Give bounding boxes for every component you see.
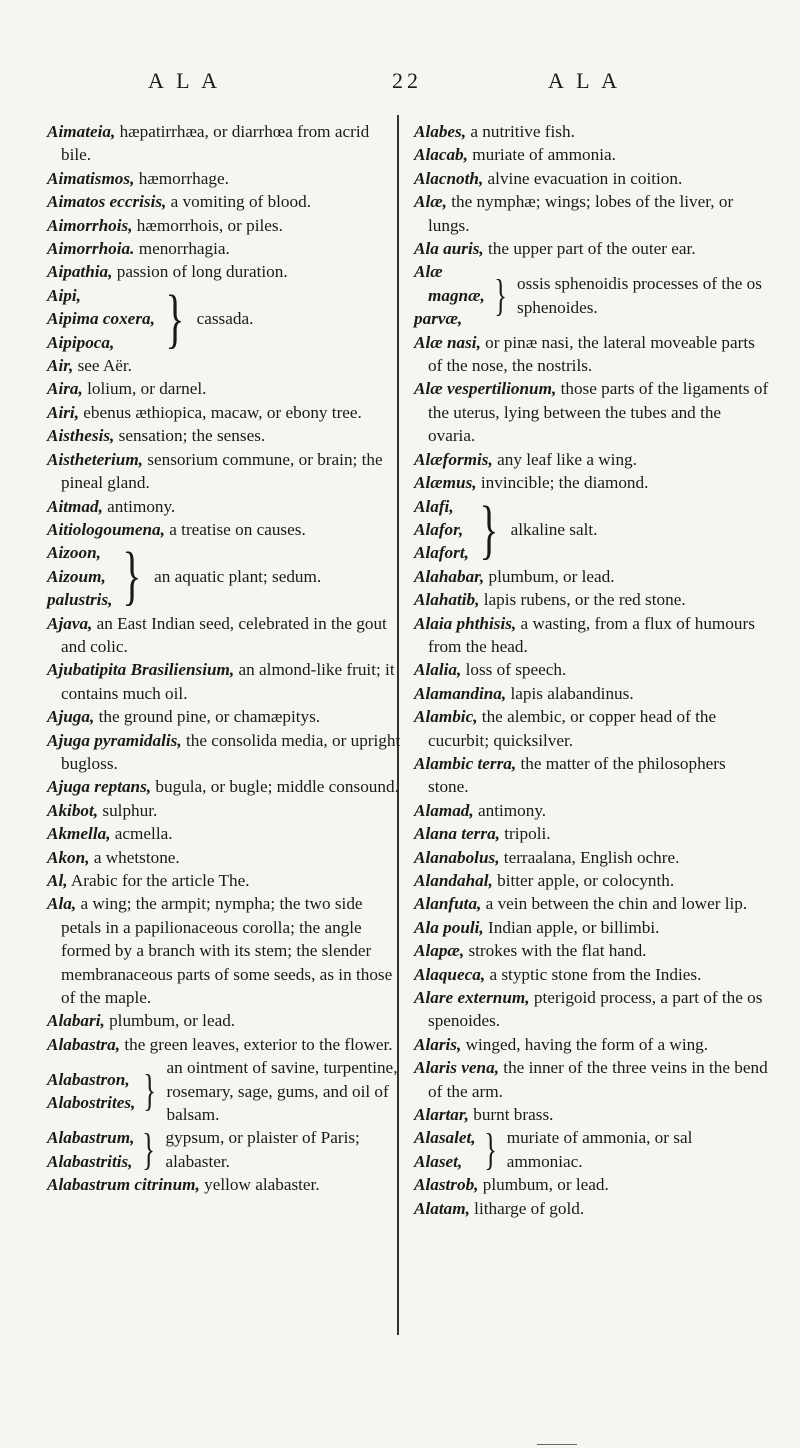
entry-headword: Alabostrites,: [47, 1093, 136, 1113]
dictionary-entry-group: [414, 1126, 769, 1173]
dictionary-entry: [47, 1033, 402, 1056]
dictionary-entry: [47, 612, 402, 659]
dictionary-entry: [414, 448, 769, 471]
entry-definition: invincible; the diamond.: [476, 473, 649, 493]
right-column: [414, 120, 769, 1220]
entry-definition: sulphur.: [98, 800, 158, 820]
entry-definition: hæpatirrhæa, or diarrhœa from acrid bile.: [61, 122, 370, 165]
dictionary-entry: [47, 729, 402, 776]
entry-headword: Alaset,: [414, 1151, 463, 1171]
entry-definition: passion of long duration.: [112, 262, 288, 282]
dictionary-entry: [47, 495, 402, 518]
entry-definition: the inner of the three veins in the bend of the arm.: [428, 1058, 768, 1101]
entry-headword: Aipima coxera,: [47, 309, 155, 329]
dictionary-entry: [414, 1197, 769, 1220]
entry-definition: loss of speech.: [461, 660, 567, 680]
dictionary-entry: [414, 916, 769, 939]
entry-headword: Alamandina,: [414, 683, 507, 703]
dictionary-entry: [414, 331, 769, 378]
entry-definition: a treatise on causes.: [164, 519, 306, 539]
entry-headword: Alabastrum citrinum,: [47, 1175, 200, 1195]
entry-definition: the consolida media, or upright bugloss.: [61, 730, 401, 773]
dictionary-entry: [414, 822, 769, 845]
dictionary-entry: [47, 892, 402, 1009]
entry-definition: alvine evacuation in coition.: [483, 168, 683, 188]
entry-definition: lolium, or darnel.: [82, 379, 207, 399]
entry-headword: Alabastra,: [47, 1034, 121, 1054]
entry-headword: Aipipoca,: [47, 332, 115, 352]
entry-definition: tripoli.: [499, 824, 551, 844]
dictionary-entry: [414, 1103, 769, 1126]
page-number: 22: [392, 68, 422, 93]
entry-headword: Alabari,: [47, 1011, 105, 1031]
entry-headword: Alæ nasi,: [414, 332, 481, 352]
dictionary-entry: [414, 143, 769, 166]
entry-definition: bitter apple, or colocynth.: [492, 871, 675, 890]
entry-definition: acmella.: [110, 824, 173, 844]
entry-headword: Air,: [47, 356, 74, 376]
entry-headword: Aipathia,: [47, 262, 113, 282]
entry-headword: Ajuga pyramidalis,: [47, 730, 182, 750]
entry-headword: Aitmad,: [47, 496, 103, 516]
brace-mark: }: [483, 1124, 497, 1174]
dictionary-entry-group: [47, 541, 402, 611]
entry-headword: Alastrob,: [414, 1175, 479, 1195]
running-header: [0, 68, 800, 108]
entry-definition: sensation; the senses.: [114, 426, 266, 446]
dictionary-entry-group: [414, 260, 769, 330]
entry-headword: Alambic,: [414, 707, 478, 727]
dictionary-entry: [47, 377, 402, 400]
entry-headword: Ajava,: [47, 613, 93, 633]
dictionary-entry: [47, 1173, 402, 1196]
entry-definition: plumbum, or lead.: [484, 566, 615, 586]
entry-definition: hæmorrhage.: [134, 168, 229, 188]
entry-headword: Alæ magnæ,: [414, 262, 485, 305]
entry-headword: Alalia,: [414, 660, 462, 680]
entry-definition: the matter of the philosophers stone.: [428, 753, 726, 797]
entry-headword: Aitiologoumena,: [47, 519, 165, 539]
entry-headword: Alæmus,: [414, 473, 477, 493]
entry-headword: Alabastrum,: [47, 1128, 135, 1148]
brace-mark: }: [122, 539, 142, 613]
entry-definition: menorrhagia.: [134, 239, 230, 259]
entry-definition: antimony.: [102, 496, 176, 516]
dictionary-entry: [414, 237, 769, 260]
entry-headword: Akibot,: [47, 800, 99, 820]
entry-headword: Alasalet,: [414, 1128, 476, 1148]
dictionary-entry: [414, 588, 769, 611]
dictionary-entry: [414, 190, 769, 237]
entry-definition: hæmorrhois, or piles.: [132, 215, 283, 235]
dictionary-entry: [414, 167, 769, 190]
entry-definition: alkaline salt.: [510, 519, 598, 539]
entry-headword: Airi,: [47, 402, 79, 422]
dictionary-entry: [414, 1056, 769, 1103]
entry-definition: strokes with the flat hand.: [464, 941, 647, 961]
entry-definition: an almond-like fruit; it contains much oil.: [61, 660, 395, 703]
entry-definition: Arabic for the article The.: [67, 871, 250, 890]
entry-headword: Alamad,: [414, 800, 474, 820]
entry-headword: Alaqueca,: [414, 964, 486, 984]
dictionary-entry: [47, 120, 402, 167]
entry-definition: a wasting, from a flux of humours from the head.: [428, 613, 755, 656]
entry-definition: winged, having the form of a wing.: [461, 1034, 709, 1054]
dictionary-entry: [414, 963, 769, 986]
entry-definition: plumbum, or lead.: [478, 1175, 609, 1195]
entry-headword: Alahatib,: [414, 590, 480, 610]
entry-headword: Alambic terra,: [414, 753, 517, 773]
dictionary-entry: [47, 705, 402, 728]
entry-headword: Alaris vena,: [414, 1058, 499, 1078]
entry-definition: ebenus æthiopica, macaw, or ebony tree.: [79, 402, 362, 422]
entry-headword: Aimatos eccrisis,: [47, 192, 167, 212]
entry-definition: a whetstone.: [89, 847, 180, 867]
entry-headword: Alabastritis,: [47, 1151, 133, 1171]
dictionary-entry: [414, 377, 769, 447]
entry-definition: sensorium commune, or brain; the pineal gland.: [61, 449, 383, 493]
entry-definition: a vomiting of blood.: [166, 192, 312, 212]
entry-definition: lapis rubens, or the red stone.: [479, 590, 686, 610]
dictionary-entry-group: [47, 281, 402, 355]
entry-definition: yellow alabaster.: [199, 1175, 320, 1195]
entry-definition: muriate of ammonia.: [467, 145, 616, 165]
entry-headword: Alatam,: [414, 1198, 470, 1218]
dictionary-entry: [414, 939, 769, 962]
header-left: A L A: [148, 68, 221, 93]
entry-headword: Alacab,: [414, 145, 468, 165]
entry-headword: Alacnoth,: [414, 168, 484, 188]
entry-headword: Aizoum,: [47, 566, 106, 586]
entry-headword: Aimateia,: [47, 122, 116, 141]
dictionary-entry: [47, 424, 402, 447]
entry-headword: Alanabolus,: [414, 847, 500, 867]
entry-definition: the green leaves, exterior to the flower.: [120, 1034, 393, 1054]
dictionary-entry: [47, 869, 402, 892]
brace-mark: }: [479, 492, 499, 566]
entry-headword: Alartar,: [414, 1105, 469, 1125]
dictionary-entry: [414, 892, 769, 915]
entry-headword: Ajuga,: [47, 707, 95, 727]
dictionary-entry: [414, 682, 769, 705]
entry-headword: Aistheterium,: [47, 449, 143, 469]
entry-headword: Akon,: [47, 847, 90, 867]
entry-headword: Alana terra,: [414, 824, 500, 844]
entry-headword: palustris,: [47, 590, 113, 610]
entry-definition: antimony.: [473, 800, 547, 820]
entry-headword: Alandahal,: [414, 871, 493, 890]
entry-headword: Akmella,: [47, 824, 111, 844]
entry-headword: Alapæ,: [414, 941, 465, 961]
entry-definition: an aquatic plant; sedum.: [154, 566, 322, 586]
entry-headword: Aipi,: [47, 285, 81, 305]
dictionary-entry: [47, 518, 402, 541]
dictionary-entry: [47, 822, 402, 845]
entry-headword: Ajuga reptans,: [47, 777, 152, 797]
entry-definition: litharge of gold.: [469, 1198, 585, 1218]
entry-definition: ossis sphenoidis processes of the os sphenoides.: [517, 274, 762, 317]
dictionary-entry-group: [47, 1056, 402, 1126]
dictionary-entry: [414, 986, 769, 1033]
entry-headword: Aimorrhoia.: [47, 239, 135, 259]
entry-definition: pterigoid process, a part of the os spenoides.: [428, 988, 763, 1031]
entry-headword: Ajubatipita Brasiliensium,: [47, 660, 235, 680]
entry-definition: Indian apple, or billimbi.: [483, 917, 660, 937]
brace-mark: }: [165, 281, 185, 355]
dictionary-entry: [414, 752, 769, 799]
entry-headword: Alaia phthisis,: [414, 613, 517, 633]
dictionary-entry: [414, 120, 769, 143]
entry-definition: see Aër.: [73, 356, 132, 376]
dictionary-entry: [414, 1173, 769, 1196]
entry-headword: Alafort,: [414, 543, 469, 563]
dictionary-entry: [414, 705, 769, 752]
entry-definition: gypsum, or plaister of Paris; alabaster.: [165, 1128, 360, 1171]
entry-headword: Alare externum,: [414, 988, 530, 1008]
brace-mark: }: [494, 270, 507, 320]
entry-definition: the ground pine, or chamæpitys.: [94, 707, 321, 727]
brace-mark: }: [142, 1124, 156, 1174]
entry-definition: a vein between the chin and lower lip.: [481, 894, 748, 914]
entry-definition: plumbum, or lead.: [104, 1011, 236, 1031]
entry-definition: a wing; the armpit; nympha; the two side petals in a papilionaceous corolla; the angle formed by a branch with its stem; the slender membranaceous parts of some seeds, as in those of the maple.: [61, 894, 393, 1008]
entry-headword: Alabes,: [414, 122, 467, 141]
entry-headword: Alabastron,: [47, 1069, 130, 1089]
entry-definition: an ointment of savine, turpentine, rosemary, sage, gums, and oil of balsam.: [166, 1058, 398, 1125]
entry-definition: or pinæ nasi, the lateral moveable parts of the nose, the nostrils.: [428, 332, 755, 376]
dictionary-entry: [47, 260, 402, 283]
entry-headword: Ala pouli,: [414, 917, 484, 937]
dictionary-entry: [47, 401, 402, 424]
left-column: [47, 120, 402, 1197]
entry-headword: Alafor,: [414, 519, 464, 539]
entry-definition: the alembic, or copper head of the cucurbit; quicksilver.: [428, 707, 717, 750]
entry-headword: parvæ,: [414, 309, 463, 329]
dictionary-entry: [47, 775, 402, 798]
dictionary-entry: [47, 658, 402, 705]
entry-definition: an East Indian seed, celebrated in the gout and colic.: [61, 613, 387, 656]
dictionary-entry: [47, 214, 402, 237]
dictionary-entry: [414, 565, 769, 588]
dictionary-entry: [47, 190, 402, 213]
dictionary-entry: [47, 1009, 402, 1032]
entry-headword: Al,: [47, 871, 68, 890]
entry-headword: Alæ vespertilionum,: [414, 379, 557, 399]
entry-definition: muriate of ammonia, or sal ammoniac.: [506, 1128, 693, 1171]
dictionary-entry: [414, 1033, 769, 1056]
entry-headword: Alæformis,: [414, 449, 493, 469]
brace-mark: }: [143, 1066, 157, 1116]
entry-headword: Alanfuta,: [414, 894, 482, 914]
dictionary-entry: [47, 846, 402, 869]
dictionary-entry-group: [414, 492, 769, 566]
dictionary-entry: [47, 448, 402, 495]
entry-definition: bugula, or bugle; middle consound.: [151, 777, 399, 797]
dictionary-entry: [414, 846, 769, 869]
dictionary-entry: [414, 471, 769, 494]
entry-definition: lapis alabandinus.: [506, 683, 634, 703]
entry-headword: Alaris,: [414, 1034, 462, 1054]
entry-definition: a nutritive fish.: [466, 122, 575, 141]
dictionary-entry: [47, 354, 402, 377]
entry-definition: a styptic stone from the Indies.: [485, 964, 702, 984]
dictionary-entry-group: [47, 1126, 402, 1173]
entry-definition: those parts of the ligaments of the uterus, lying between the tubes and the ovaria.: [428, 379, 769, 446]
entry-definition: terraalana, English ochre.: [499, 847, 680, 867]
footer-rule: [537, 1444, 577, 1445]
entry-headword: Aimorrhois,: [47, 215, 133, 235]
entry-headword: Aimatismos,: [47, 168, 135, 188]
dictionary-entry: [414, 658, 769, 681]
dictionary-entry: [414, 612, 769, 659]
entry-definition: burnt brass.: [468, 1105, 554, 1125]
entry-headword: Alæ,: [414, 192, 447, 212]
entry-headword: Aira,: [47, 379, 83, 399]
entry-definition: cassada.: [196, 309, 254, 329]
entry-headword: Alahabar,: [414, 566, 485, 586]
entry-headword: Ala,: [47, 894, 77, 914]
entry-headword: Ala auris,: [414, 239, 484, 259]
entry-definition: the upper part of the outer ear.: [483, 239, 696, 259]
dictionary-entry: [47, 237, 402, 260]
dictionary-entry: [414, 799, 769, 822]
entry-definition: any leaf like a wing.: [492, 449, 637, 469]
dictionary-entry: [414, 869, 769, 892]
dictionary-entry: [47, 167, 402, 190]
entry-definition: the nymphæ; wings; lobes of the liver, or lungs.: [428, 192, 734, 235]
entry-headword: Alafi,: [414, 496, 454, 516]
entry-headword: Aizoon,: [47, 543, 101, 563]
header-right: A L A: [548, 68, 621, 93]
dictionary-entry: [47, 799, 402, 822]
entry-headword: Aisthesis,: [47, 426, 115, 446]
